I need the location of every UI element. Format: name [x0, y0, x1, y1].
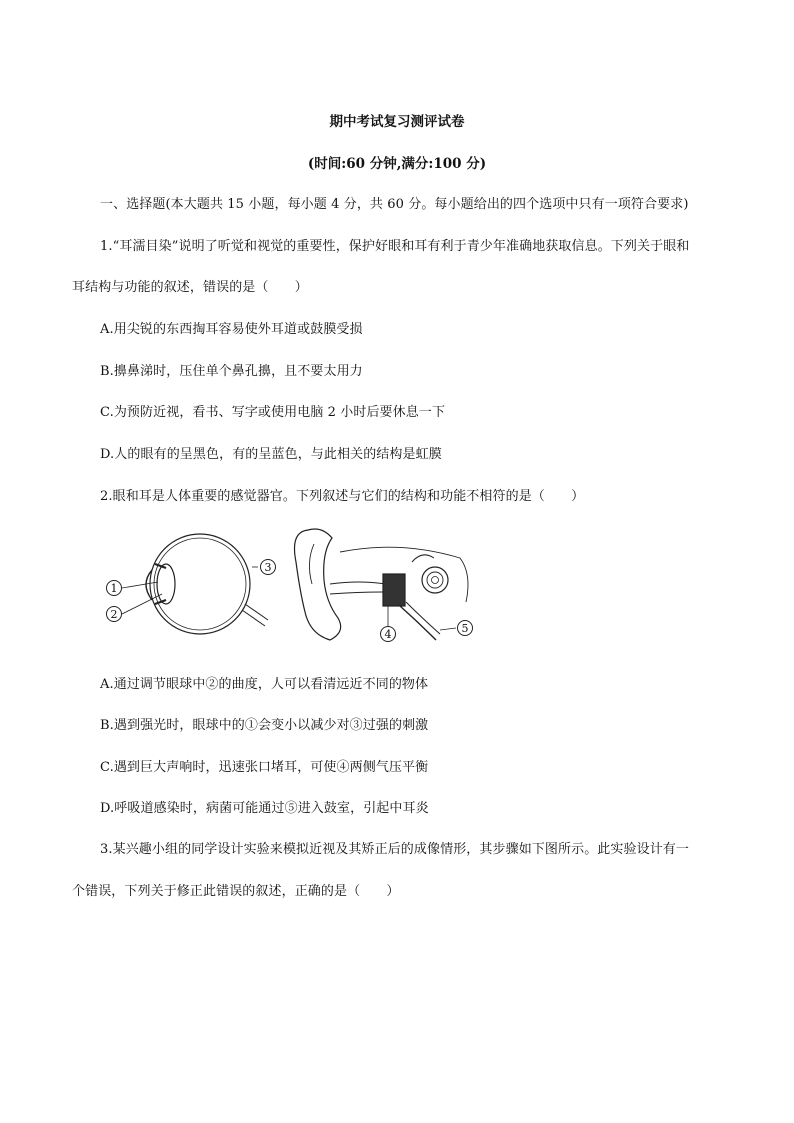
question-1-stem-line2: 耳结构与功能的叙述，错误的是（ ） — [72, 280, 308, 295]
svg-text:3: 3 — [264, 561, 272, 574]
section-heading: 一、选择题(本大题共 15 小题，每小题 4 分，共 60 分。每小题给出的四个选项中只有一项符合要求) — [100, 197, 689, 212]
question-1-option-d: D.人的眼有的呈黑色，有的呈蓝色，与此相关的结构是虹膜 — [100, 447, 442, 462]
question-1-option-c: C.为预防近视，看书、写字或使用电脑 2 小时后要休息一下 — [100, 405, 446, 420]
question-2-option-b: B.遇到强光时，眼球中的①会变小以减少对③过强的刺激 — [100, 718, 429, 733]
question-1-stem-line1: 1.“耳濡目染”说明了听觉和视觉的重要性，保护好眼和耳有利于青少年准确地获取信息。下列关于眼和 — [100, 239, 690, 254]
question-3-stem-line2: 个错误，下列关于修正此错误的叙述，正确的是（ ） — [72, 884, 400, 899]
question-2-option-c: C.遇到巨大声响时，迅速张口堵耳，可使④两侧气压平衡 — [100, 760, 429, 775]
label-1 — [107, 581, 122, 596]
exam-title: 期中考试复习测评试卷 — [329, 114, 465, 130]
question-1-option-a: A.用尖锐的东西掏耳容易使外耳道或鼓膜受损 — [100, 322, 363, 337]
eye-diagram — [146, 534, 268, 634]
label-4 — [381, 627, 396, 642]
svg-text:1: 1 — [110, 582, 118, 595]
question-2-option-d: D.呼吸道感染时，病菌可能通过⑤进入鼓室，引起中耳炎 — [100, 801, 429, 816]
question-3-stem-line1: 3.某兴趣小组的同学设计实验来模拟近视及其矫正后的成像情形，其步骤如下图所示。此实验设计有一 — [100, 842, 690, 857]
svg-text:2: 2 — [110, 608, 118, 621]
question-1-option-b: B.擤鼻涕时，压住单个鼻孔擤，且不要太用力 — [100, 364, 363, 379]
label-5 — [458, 621, 473, 636]
svg-text:4: 4 — [384, 628, 392, 641]
eye-ear-figure — [100, 522, 490, 652]
svg-text:5: 5 — [461, 622, 469, 635]
label-3 — [261, 560, 276, 575]
exam-subtitle: (时间:60 分钟,满分:100 分) — [307, 156, 487, 172]
question-2-option-a: A.通过调节眼球中②的曲度，人可以看清远近不同的物体 — [100, 677, 429, 692]
question-2-stem: 2.眼和耳是人体重要的感觉器官。下列叙述与它们的结构和功能不相符的是（ ） — [100, 489, 585, 504]
ear-diagram — [295, 529, 469, 640]
label-2 — [107, 607, 122, 622]
